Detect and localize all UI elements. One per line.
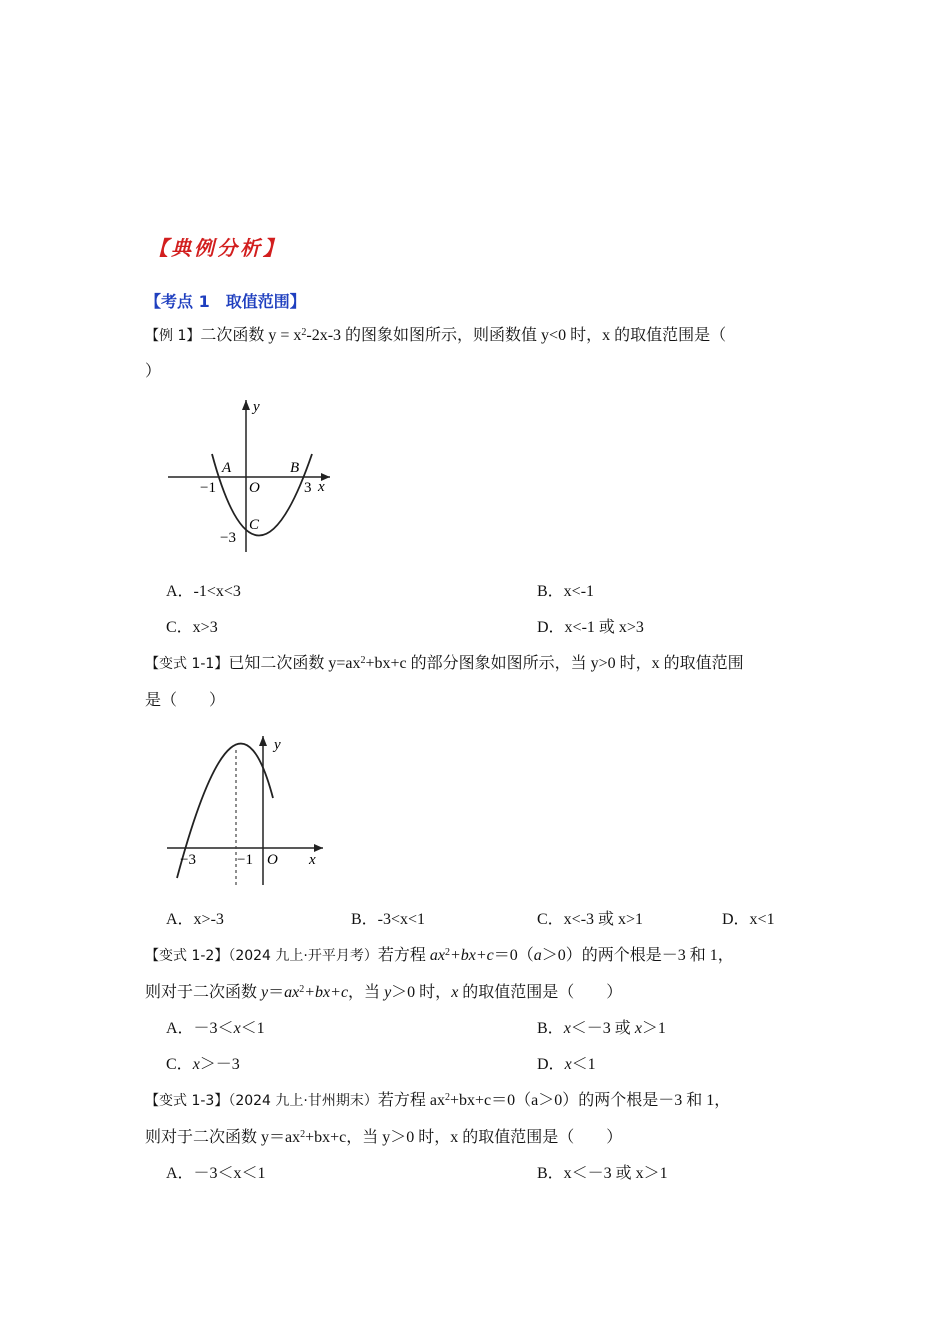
variant-1-3-tag: 【变式 1-3】 — [145, 1093, 229, 1109]
option-text: C． — [166, 1056, 193, 1073]
v13-option-b[interactable]: B．x＜－3 或 x＞1 — [537, 1165, 668, 1182]
v11-option-b[interactable]: B．-3<x<1 — [351, 911, 426, 928]
question-text: 则对于二次函数 — [145, 984, 262, 1001]
variant-1-2-question — [145, 945, 734, 967]
variant-1-1-question-end: 是（ ） — [145, 692, 226, 709]
option-text: B． — [537, 1020, 564, 1037]
option-text: ＜1 — [240, 1020, 265, 1037]
v12-option-c[interactable] — [166, 1054, 240, 1076]
ex1-option-c[interactable]: C．x>3 — [166, 619, 218, 636]
point-c-label: C — [249, 517, 260, 533]
ex1-option-a[interactable]: A．-1<x<3 — [166, 583, 241, 600]
v12-option-a[interactable] — [166, 1018, 265, 1040]
y-label: y — [274, 737, 281, 753]
math-var: +bx+c — [449, 947, 494, 964]
origin-label: O — [249, 480, 260, 496]
superscript: 2 — [360, 655, 366, 666]
v11-option-a[interactable]: A．x>-3 — [166, 911, 224, 928]
ex1-option-d[interactable]: D．x<-1 或 x>3 — [537, 619, 644, 636]
question-text: +bx+c 的部分图象如图所示，当 y>0 时，x 的取值范围 — [365, 655, 744, 672]
question-text: 若方程 ax — [377, 1092, 445, 1109]
superscript: 2 — [299, 984, 305, 995]
v11-option-c[interactable]: C．x<-3 或 x>1 — [537, 911, 644, 928]
v13-option-a[interactable]: A．－3＜x＜1 — [166, 1165, 266, 1182]
variant-1-1-tag: 【变式 1-1】 — [145, 656, 229, 672]
y-axis-arrow — [242, 400, 250, 410]
x-axis-arrow — [314, 844, 323, 852]
question-text: ＞0 时， — [391, 984, 452, 1001]
superscript: 2 — [444, 1092, 450, 1103]
example-1-graph — [160, 392, 340, 562]
tick-label-neg1: −1 — [200, 480, 216, 496]
x-label: x — [309, 852, 316, 868]
math-var: +bx+c — [304, 984, 349, 1001]
question-text: 的取值范围是（ ） — [458, 984, 623, 1001]
question-text: +bx+c，当 y＞0 时，x 的取值范围是（ ） — [305, 1129, 623, 1146]
option-text: A．－3＜ — [166, 1020, 234, 1037]
question-text: 则对于二次函数 y＝ax — [145, 1129, 301, 1146]
v12-option-b[interactable] — [537, 1018, 666, 1040]
option-text: ＜－3 或 — [570, 1020, 635, 1037]
question-text: -2x-3 的图象如图所示，则函数值 y<0 时，x 的取值范围是（ — [306, 327, 727, 344]
variant-1-3-question-line2 — [145, 1127, 622, 1149]
math-var: x — [233, 1020, 241, 1037]
question-text: 已知二次函数 y=ax — [228, 655, 361, 672]
question-text: +bx+c＝0（a＞0）的两个根是－3 和 1， — [449, 1092, 731, 1109]
question-text: 二次函数 y = x — [200, 327, 302, 344]
math-var: x — [192, 1056, 200, 1073]
point-a-label: A — [222, 460, 232, 476]
example-1-question — [145, 325, 726, 347]
v12-option-d[interactable] — [537, 1054, 596, 1076]
variant-1-3-question — [145, 1090, 730, 1112]
example-1-tag: 【例 1】 — [145, 328, 201, 344]
math-symbol: ＝ — [268, 984, 285, 1001]
math-var: a — [533, 947, 542, 964]
superscript: 2 — [301, 327, 307, 338]
section-title: 【典例分析】 — [148, 236, 286, 260]
superscript: 2 — [444, 947, 450, 958]
variant-1-2-source: （2024 九上·开平月考） — [228, 948, 378, 964]
point-b-label: B — [290, 460, 300, 476]
math-var: x — [451, 984, 459, 1001]
origin-label: O — [267, 852, 278, 868]
kaodian-title: 【考点 1 取值范围】 — [145, 292, 306, 311]
option-text: ＜1 — [571, 1056, 596, 1073]
tick-label-neg3: −3 — [220, 530, 236, 546]
variant-1-3-source: （2024 九上·甘州期末） — [228, 1093, 378, 1109]
math-var: y — [384, 984, 392, 1001]
example-1-question-end: ） — [145, 363, 162, 380]
question-text: ＝0（ — [493, 947, 534, 964]
question-text: 若方程 — [377, 947, 430, 964]
question-text: ＞0）的两个根是－3 和 1， — [541, 947, 734, 964]
variant-1-2-question-line2 — [145, 982, 622, 1004]
variant-1-2-tag: 【变式 1-2】 — [145, 948, 229, 964]
math-var: x — [563, 1020, 571, 1037]
option-text: ＞－3 — [199, 1056, 240, 1073]
question-text: ，当 — [348, 984, 385, 1001]
x-label: x — [318, 479, 325, 495]
tick-label-3: 3 — [304, 480, 312, 496]
math-var: ax — [429, 947, 445, 964]
ex1-option-b[interactable]: B．x<-1 — [537, 583, 595, 600]
superscript: 2 — [300, 1129, 306, 1140]
math-var: y — [261, 984, 269, 1001]
math-var: ax — [284, 984, 300, 1001]
v11-option-d[interactable]: D．x<1 — [722, 911, 775, 928]
variant-1-1-question — [145, 653, 744, 675]
math-var: x — [564, 1056, 572, 1073]
option-text: D． — [537, 1056, 565, 1073]
math-var: x — [634, 1020, 642, 1037]
option-text: ＞1 — [641, 1020, 666, 1037]
y-label: y — [253, 399, 260, 415]
y-axis-arrow — [259, 736, 267, 746]
tick-label-neg3: −3 — [180, 852, 196, 868]
variant-1-1-graph — [163, 730, 333, 890]
tick-label-neg1: −1 — [237, 852, 253, 868]
